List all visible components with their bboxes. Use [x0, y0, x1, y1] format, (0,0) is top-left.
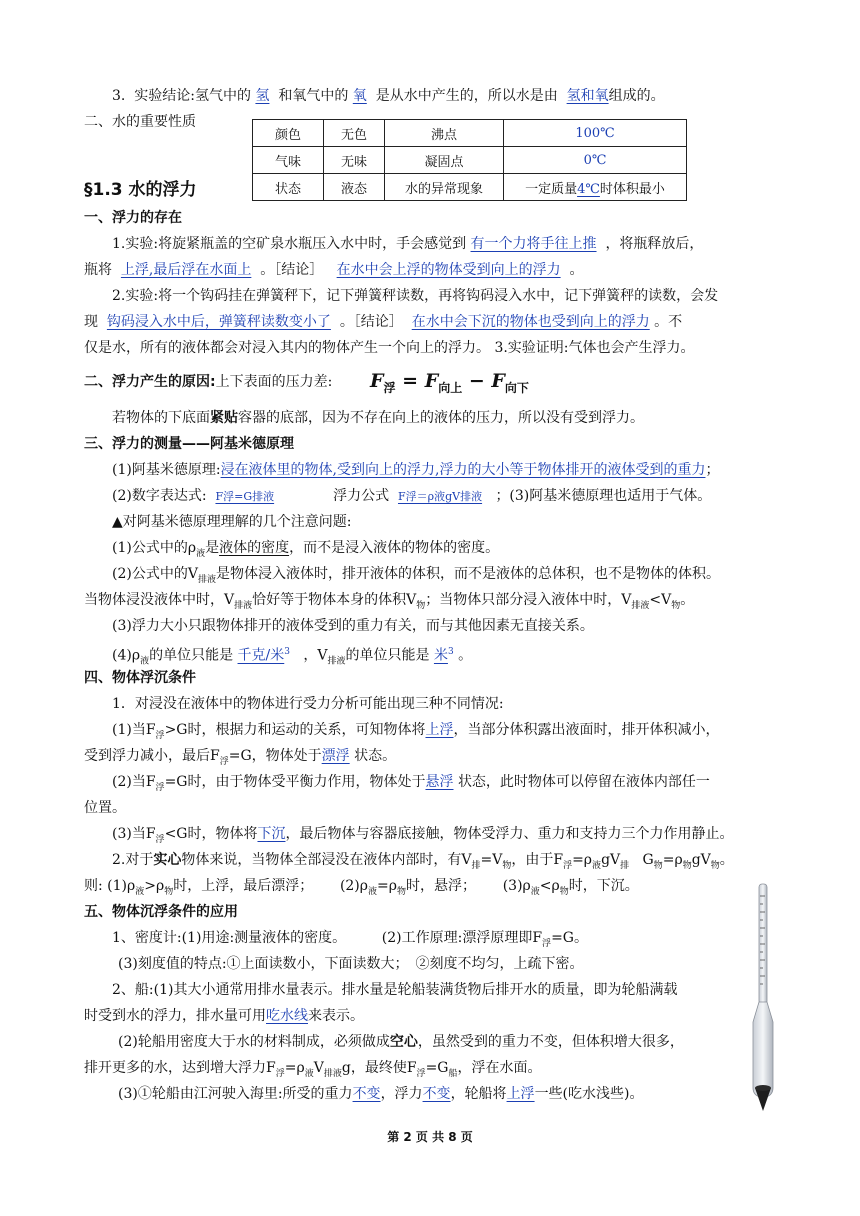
conclusion-line: 3. 实验结论:氢气中的 氢 和氧气中的 氧 是从水中产生的，所以水是由 氢和氧组成的。 — [112, 88, 665, 104]
table-row: 状态 液态 水的异常现象 一定质量4℃时体积最小 — [253, 174, 687, 201]
section-title-properties: 二、水的重要性质 — [84, 114, 196, 130]
section-heading-1: 一、浮力的存在 — [84, 210, 182, 226]
paragraph: 1.实验:将旋紧瓶盖的空矿泉水瓶压入水中时，手会感觉到 有一个力将手往上推 ，将瓶释放后， — [112, 236, 704, 252]
blank-oxygen: 氧 — [352, 88, 367, 104]
paragraph: (2)当$F_浮=G$时，由于物体受平衡力作用，物体处于悬浮 状态，此时物体可以停留在液体内部任一 — [112, 774, 710, 793]
paragraph: ▲对阿基米德原理理解的几个注意问题: — [112, 514, 352, 530]
paragraph: (2)轮船用密度大于水的材料制成，必须做成空心，虽然受到的重力不变，但体积增大很多， — [118, 1034, 684, 1050]
water-properties-table — [252, 119, 687, 201]
paragraph: $(4)\rho_液$的单位只能是 千克/米$^3$ ，$V_{排液}$的单位只能是 米$^3$ 。 — [112, 647, 473, 667]
paragraph: 当物体浸没液体中时，$V_{排液}$恰好等于物体本身的体积$V_物$；当物体只部分浸入液体中时，$V_{排液}<V_物$。 — [84, 592, 695, 611]
section-heading-2: 二、浮力产生的原因:上下表面的压力差: — [84, 374, 333, 390]
paragraph: 现 钩码浸入水中后，弹簧秤读数变小了 。［结论］ 在水中会下沉的物体也受到向上的浮力 。不 — [84, 314, 683, 330]
blank-hydrogen: 氢 — [255, 88, 270, 104]
section-heading-3: 三、浮力的测量——阿基米德原理 — [84, 436, 294, 452]
paragraph: (3)当$F_浮<G$时，物体将下沉，最后物体与容器底接触，物体受浮力、重力和支持力三个力作用静止。 — [112, 826, 734, 845]
table-row: 气味 无味 凝固点 0℃ — [253, 147, 687, 174]
paragraph: 2.对于实心物体来说，当物体全部浸没在液体内部时，有$V_排=V_物$，由于$F_浮=\rho_液gV_排$ $G_物=\rho_物gV_物$。 — [112, 852, 734, 871]
section-heading-4: 四、物体浮沉条件 — [84, 670, 196, 686]
paragraph: 时受到水的浮力，排水量可用吃水线来表示。 — [84, 1008, 364, 1024]
paragraph: 1．对浸没在液体中的物体进行受力分析可能出现三种不同情况: — [112, 696, 504, 712]
paragraph: (3)①轮船由江河驶入海里:所受的重力不变，浮力不变，轮船将上浮一些(吃水浅些)。 — [118, 1086, 644, 1102]
buoyancy-formula: $F_浮 = F_{向上} - F_{向下}$ — [370, 370, 529, 395]
paragraph: (2)数字表达式: F浮=G排液 浮力公式 F浮＝ρ液gV排液 ；(3)阿基米德原理也适用于气体。 — [112, 488, 712, 504]
page-footer: 第 2 页 共 8 页 — [387, 1130, 473, 1144]
paragraph: 瓶将 上浮,最后浮在水面上 。［结论］ 在水中会上浮的物体受到向上的浮力 。 — [84, 262, 584, 278]
section-heading-5: 五、物体沉浮条件的应用 — [84, 904, 238, 920]
paragraph: 2、船:(1)其大小通常用排水量表示。排水量是轮船装满货物后排开水的质量，即为轮船满载 — [112, 982, 678, 998]
paragraph: 位置。 — [84, 800, 126, 816]
paragraph: (1)公式中的$\rho_液$是液体的密度，而不是浸入液体的物体的密度。 — [112, 540, 500, 559]
table-row: 颜色 无色 沸点 100℃ — [253, 120, 687, 147]
paragraph: (3)浮力大小只跟物体排开的液体受到的重力有关，而与其他因素无直接关系。 — [112, 618, 594, 634]
blank-composition: 氢和氧 — [566, 88, 609, 104]
paragraph: (3)刻度值的特点:①上面读数小，下面读数大； ②刻度不均匀，上疏下密。 — [118, 956, 584, 972]
hydrometer-image — [748, 882, 778, 1114]
paragraph: 排开更多的水，达到增大浮力$F_浮=\rho_液V_{排液}g$，最终使$F_浮=G_船$，浮在水面。 — [84, 1060, 542, 1079]
paragraph: (2)公式中的$V_{排液}$是物体浸入液体时，排开液体的体积，而不是液体的总体积，也不是物体的体积。 — [112, 566, 720, 585]
paragraph: (1)阿基米德原理:浸在液体里的物体,受到向上的浮力,浮力的大小等于物体排开的液体受到的重力； — [112, 462, 720, 478]
paragraph: 2.实验:将一个钩码挂在弹簧秤下，记下弹簧秤读数，再将钩码浸入水中，记下弹簧秤的读数，会发 — [112, 288, 719, 304]
paragraph: 1、密度计:(1)用途:测量液体的密度。 (2)工作原理:漂浮原理即$F_浮=G$。 — [112, 930, 588, 949]
chapter-heading: §1.3 水的浮力 — [84, 180, 197, 200]
paragraph: 受到浮力减小，最后$F_浮=G$，物体处于漂浮 状态。 — [84, 748, 397, 767]
paragraph: 则: $(1)\rho_液>\rho_物$时，上浮，最后漂浮； $(2)\rho_液=\rho_物$时，悬浮； $(3)\rho_液<\rho_物$时，下沉。 — [84, 878, 639, 897]
paragraph: 仅是水，所有的液体都会对浸入其内的物体产生一个向上的浮力。 3.实验证明:气体也会产生浮力。 — [84, 340, 695, 356]
paragraph: (1)当$F_浮>G$时，根据力和运动的关系，可知物体将上浮，当部分体积露出液面时，排开体积减小， — [112, 722, 720, 741]
paragraph: 若物体的下底面紧贴容器的底部，因为不存在向上的液体的压力，所以没有受到浮力。 — [112, 410, 644, 426]
